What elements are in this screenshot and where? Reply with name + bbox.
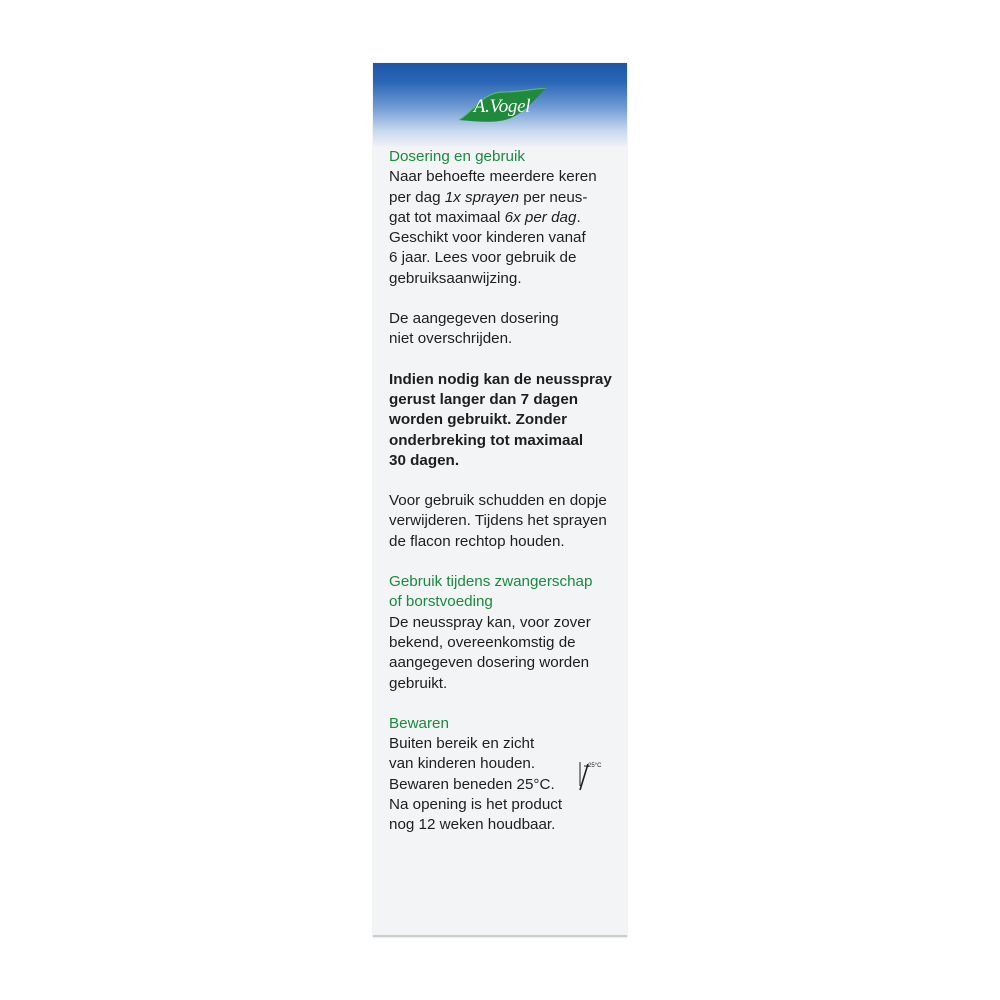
emphasis: 1x sprayen [444,188,520,206]
text-line: gat tot maximaal 6x per dag. [389,208,581,226]
text-line: De aangegeven dosering [389,310,559,328]
bold-text-line: onderbreking tot maximaal [389,431,584,449]
text-line: Na opening is het product [389,796,563,814]
bold-text-line: 30 dagen. [389,451,460,469]
text-line: de flacon rechtop houden. [389,532,565,550]
a-vogel-logo [453,88,548,126]
panel-bottom-edge [373,935,627,937]
text-line: aangegeven dosering worden [389,654,590,672]
logo-text: A.Vogel [473,96,531,117]
dosering-heading: Dosering en gebruik [389,148,525,165]
zwangerschap-heading-line2: of borstvoeding [389,593,493,611]
text-line: verwijderen. Tijdens het sprayen [389,512,607,530]
text-line: Buiten bereik en zicht [389,735,535,753]
text-line: Voor gebruik schudden en dopje [389,492,607,510]
text-line: 6 jaar. Lees voor gebruik de [389,249,577,267]
max-temperature-label: 25°C [588,763,602,769]
zwangerschap-heading: Gebruik tijdens zwangerschap [389,573,593,591]
text-line: van kinderen houden. [389,755,536,773]
text-line: gebruiksaanwijzing. [389,269,522,287]
text-line: De neusspray kan, voor zover [389,613,591,631]
text-line: niet overschrijden. [389,330,513,348]
emphasis: 6x per dag [504,208,577,226]
bold-text-line: worden gebruikt. Zonder [389,411,568,429]
text-line: nog 12 weken houdbaar. [389,816,556,834]
bold-text-line: gerust langer dan 7 dagen [389,390,579,408]
panel-content [389,147,621,836]
package-side-panel [373,63,627,937]
text-line: Bewaren beneden 25°C. [389,775,555,793]
text-line: bekend, overeenkomstig de [389,633,576,651]
text-line: per dag 1x sprayen per neus- [389,188,588,206]
bewaren-heading: Bewaren [389,714,449,732]
text-line: gebruikt. [389,674,448,692]
text-line: Naar behoefte meerdere keren [389,168,597,186]
text-line: Geschikt voor kinderen vanaf [389,229,586,247]
bold-text-line: Indien nodig kan de neusspray [389,370,612,388]
